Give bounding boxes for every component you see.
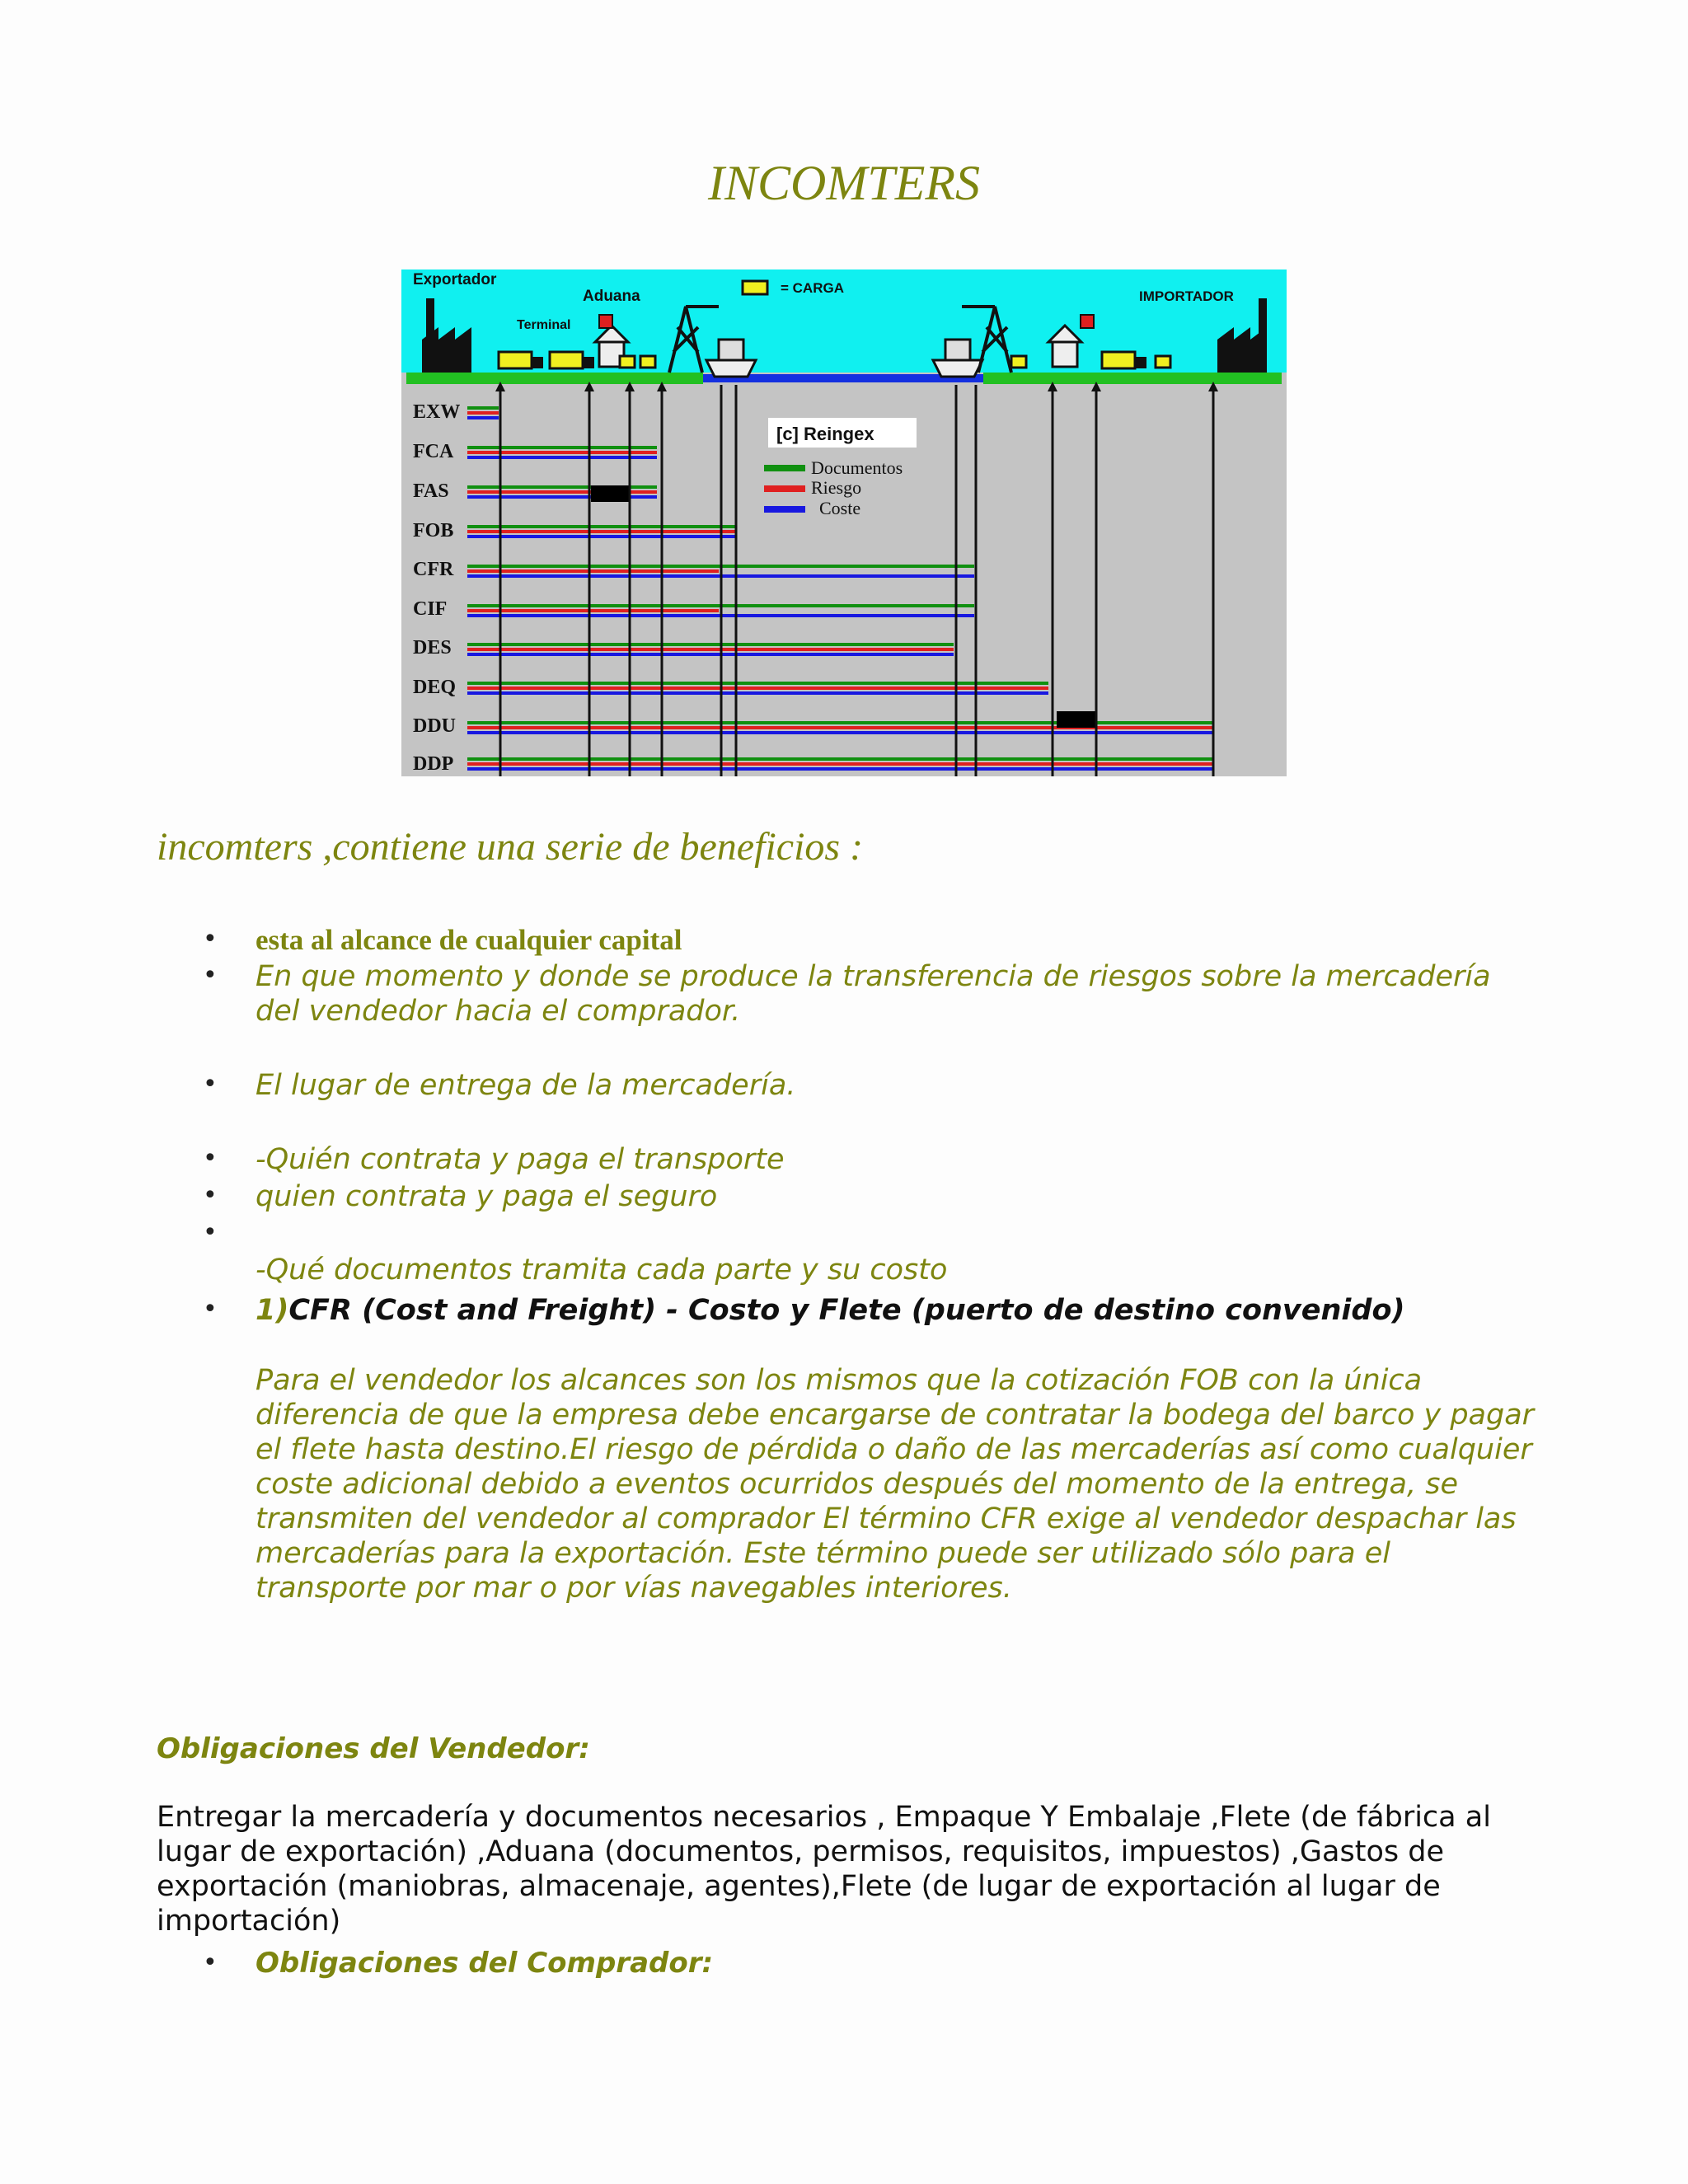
bullet-marker: •	[203, 1218, 218, 1247]
bullet-documentos: -Qué documentos tramita cada parte y su costo	[256, 1254, 948, 1286]
cargo-icon	[620, 356, 635, 368]
term-label-cif: CIF	[413, 598, 448, 620]
term-label-ddu: DDU	[413, 715, 456, 737]
bullet-riesgos: En que momento y donde se produce la transferencia de riesgos sobre la mercadería del vendedor hacia el comprador.	[256, 960, 1491, 1028]
legend-swatch-riesgo	[764, 485, 805, 492]
bullet-marker: •	[203, 1070, 218, 1099]
import-ground	[983, 373, 1282, 384]
bullet-transporte: -Quién contrata y paga el transporte	[256, 1143, 785, 1176]
comprador-title: Obligaciones del Comprador:	[256, 1947, 714, 1980]
aduana-label: Aduana	[583, 288, 640, 305]
cfr-title: CFR (Cost and Freight) - Costo y Flete (puerto de destino convenido)	[288, 1294, 1405, 1327]
bullet-marker: •	[203, 1144, 218, 1173]
bullet-marker: •	[203, 961, 218, 990]
legend-coste: Coste	[819, 498, 861, 518]
cfr-paragraph: Para el vendedor los alcances son los mismos que la cotización FOB con la única diferencia de que la empresa debe encargarse de contratar la bodega del barco y pagar el flete hasta destino.El riesgo de pérdida o daño de las mercaderías así como cualquier coste adicional debido a eventos ocurridos después del momento de la entrega, se transmiten del vendedor al comprador El término CFR exige al vendedor despachar las mercaderías para la exportación. Este término puede ser utilizado sólo para el transporte por mar o por vías navegables interiores.	[256, 1364, 1535, 1605]
bars-ddp	[467, 757, 1213, 771]
carga-label: = CARGA	[781, 280, 844, 296]
vendedor-title: Obligaciones del Vendedor:	[157, 1732, 590, 1765]
term-label-fob: FOB	[413, 520, 454, 541]
benefits-heading: incomters ,contiene una serie de beneficios :	[157, 825, 864, 869]
copyright-label: [c] Reingex	[776, 424, 874, 444]
page-title: INCOMTERS	[708, 156, 980, 210]
bullet-marker: •	[203, 925, 218, 954]
vendedor-text: Entregar la mercadería y documentos necesarios , Empaque Y Embalaje ,Flete (de fábrica al lugar de exportación) ,Aduana (documentos, permisos, requisitos, impuestos) ,Gastos de exportación (maniobras, almacenaje, agentes),Flete (de lugar de exportación al lugar de importación)	[157, 1801, 1491, 1938]
term-label-exw: EXW	[413, 401, 461, 423]
term-label-fca: FCA	[413, 441, 454, 462]
legend-documentos: Documentos	[811, 457, 903, 478]
term-label-cfr: CFR	[413, 559, 454, 580]
term-label-des: DES	[413, 637, 452, 658]
term-label-ddp: DDP	[413, 753, 454, 775]
export-ground	[406, 373, 703, 384]
exportador-label: Exportador	[413, 271, 497, 288]
cargo-icon	[640, 356, 655, 368]
bullet-lugar-entrega: El lugar de entrega de la mercadería.	[256, 1069, 796, 1102]
legend-swatch-coste	[764, 506, 805, 513]
incoterms-diagram	[401, 269, 1287, 776]
cfr-number: 1)	[256, 1294, 289, 1327]
bullet-marker: •	[203, 1948, 218, 1977]
bars-deq	[467, 682, 1048, 695]
carga-swatch	[743, 281, 767, 294]
bullet-seguro: quien contrata y paga el seguro	[256, 1180, 718, 1213]
cargo-icon	[1011, 356, 1026, 368]
cargo-icon	[1156, 356, 1170, 368]
term-label-deq: DEQ	[413, 677, 457, 698]
bullet-marker: •	[203, 1295, 218, 1324]
terminal-label: Terminal	[517, 318, 571, 332]
importador-label: IMPORTADOR	[1139, 288, 1234, 304]
legend-swatch-documentos	[764, 465, 805, 471]
bullet-marker: •	[203, 1181, 218, 1210]
bars-fob	[467, 525, 735, 538]
legend-riesgo: Riesgo	[811, 477, 862, 498]
term-label-fas: FAS	[413, 480, 449, 502]
bars-des	[467, 643, 954, 656]
bars-exw	[467, 406, 499, 419]
bullet-capital: esta al alcance de cualquier capital	[256, 924, 682, 956]
bullet-cfr	[256, 1293, 1541, 1328]
